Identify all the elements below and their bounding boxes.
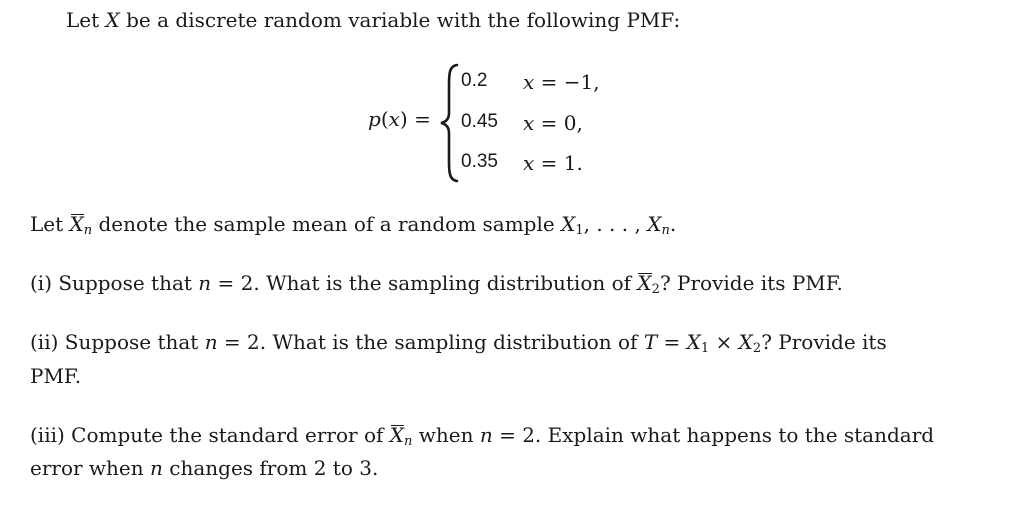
- question-iii-line2: error when n changes from 2 to 3.: [30, 456, 379, 480]
- left-brace-icon: [438, 63, 460, 183]
- intro-text: Let X be a discrete random variable with the following PMF:: [66, 8, 681, 32]
- question-ii: (ii) Suppose that n = 2. What is the sampling distribution of $T = X_1 \times X_2$? Provide its: [30, 330, 887, 356]
- pmf-condition: x = 0,: [523, 111, 583, 135]
- pmf-condition: x = −1,: [523, 70, 600, 94]
- sample-mean-text: Let $X_n$ denote the sample mean of a random sample $X_1$, . . . , $X_n$.: [30, 212, 677, 238]
- pmf-value: 0.45: [461, 111, 498, 132]
- question-i: (i) Suppose that n = 2. What is the sampling distribution of $X_2$? Provide its PMF.: [30, 271, 843, 297]
- question-ii-line2: PMF.: [30, 364, 82, 388]
- xbar-symbol: X: [69, 212, 84, 236]
- pmf-lhs: p(x) =: [368, 107, 431, 131]
- var-x: X: [105, 8, 120, 32]
- pmf-value: 0.2: [461, 70, 488, 91]
- xbar-symbol: X: [389, 423, 405, 447]
- xbar-symbol: X: [637, 271, 652, 295]
- pmf-value: 0.35: [461, 151, 498, 172]
- pmf-condition: x = 1.: [523, 151, 583, 175]
- question-iii: (iii) Compute the standard error of $X_n$ when n = 2. Explain what happens to the standard: [30, 423, 935, 449]
